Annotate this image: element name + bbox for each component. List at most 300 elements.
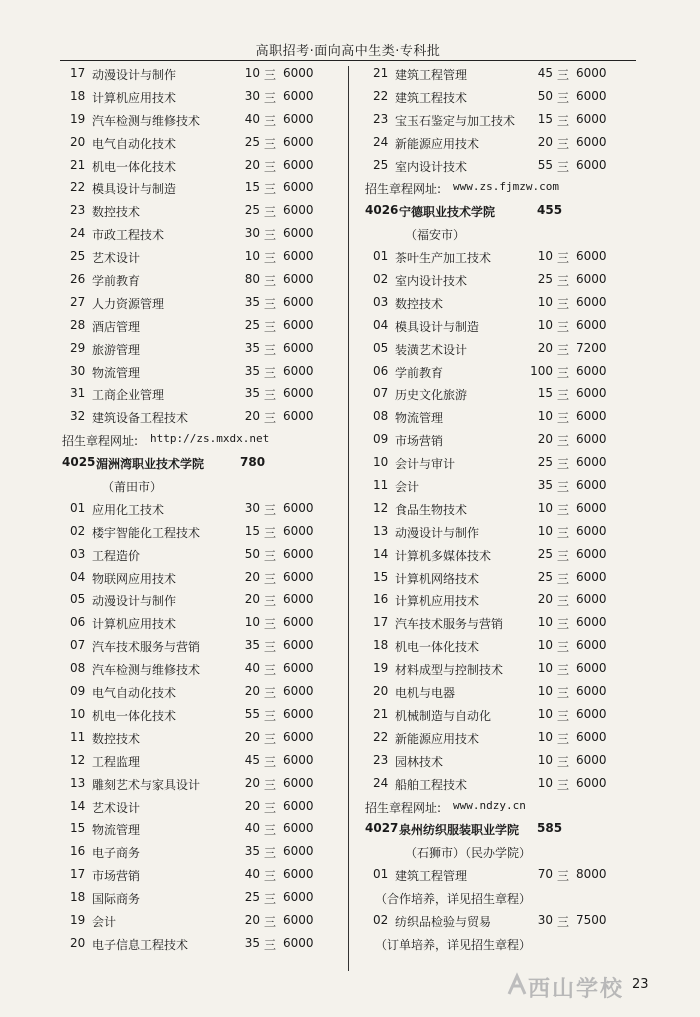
major-code: 09 [373, 432, 389, 447]
study-years: 三 [264, 365, 277, 380]
school-location-row [365, 226, 655, 249]
study-years: 三 [264, 594, 277, 609]
study-years: 三 [557, 731, 570, 746]
study-years: 三 [264, 251, 277, 266]
study-years: 三 [264, 754, 277, 769]
major-name: 建筑工程管理 [395, 68, 468, 82]
tuition-fee: 6000 [576, 729, 607, 744]
tuition-fee: 6000 [283, 661, 314, 676]
major-name: 动漫设计与制作 [92, 68, 177, 82]
major-code: 29 [70, 340, 86, 355]
study-years: 三 [557, 159, 570, 174]
major-code: 17 [70, 867, 86, 882]
school-header-row [365, 203, 655, 226]
enrollment-quota: 10 [537, 294, 553, 309]
tuition-fee: 6000 [576, 249, 607, 264]
major-code: 07 [70, 638, 86, 653]
enrollment-quota: 20 [537, 432, 553, 447]
study-years: 三 [264, 182, 277, 197]
major-row [62, 592, 352, 615]
enrollment-quota: 15 [244, 180, 260, 195]
study-years: 三 [557, 365, 570, 380]
major-row [365, 661, 655, 684]
major-code: 20 [373, 684, 389, 699]
school-code: 4025 [62, 455, 96, 470]
study-years: 三 [557, 411, 570, 426]
major-name: 市政工程技术 [92, 228, 165, 243]
major-row [62, 753, 352, 776]
school-location: （石狮市）（民办学院） [405, 846, 532, 861]
major-code: 21 [373, 66, 389, 80]
study-years: 三 [557, 708, 570, 723]
tuition-fee: 6000 [283, 134, 314, 149]
major-row [365, 66, 655, 89]
tuition-fee: 6000 [283, 409, 314, 424]
major-row [62, 776, 352, 799]
major-code: 02 [373, 272, 389, 287]
enrollment-quota: 25 [537, 455, 553, 470]
major-code: 22 [373, 729, 389, 744]
major-code: 08 [373, 409, 389, 424]
major-code: 19 [70, 111, 86, 126]
major-note: （合作培养，详见招生章程） [375, 892, 532, 907]
major-row [62, 547, 352, 570]
major-name: 国际商务 [92, 892, 141, 907]
enrollment-quota: 15 [244, 523, 260, 538]
enrollment-quota: 25 [537, 546, 553, 561]
major-row [62, 615, 352, 638]
major-name: 机电一体化技术 [92, 159, 177, 174]
enrollment-quota: 25 [244, 317, 260, 332]
major-row [365, 409, 655, 432]
major-code: 03 [70, 546, 86, 561]
major-code: 08 [70, 661, 86, 676]
major-row [365, 89, 655, 112]
major-row [62, 226, 352, 249]
enrollment-quota: 80 [244, 272, 260, 287]
enrollment-quota: 10 [537, 638, 553, 653]
watermark-text: 西山学校 [528, 977, 625, 1002]
tuition-fee: 6000 [576, 272, 607, 287]
tuition-fee: 6000 [283, 523, 314, 538]
major-name: 物联网应用技术 [92, 571, 177, 586]
major-code: 31 [70, 386, 86, 401]
major-name: 酒店管理 [92, 319, 141, 334]
tuition-fee: 6000 [283, 935, 314, 950]
study-years: 三 [557, 388, 570, 403]
study-years: 三 [557, 136, 570, 151]
enrollment-quota: 25 [244, 134, 260, 149]
study-years: 三 [557, 548, 570, 563]
study-years: 三 [264, 388, 277, 403]
major-code: 05 [373, 340, 389, 355]
major-name: 楼宇智能化工程技术 [92, 525, 201, 540]
major-name: 动漫设计与制作 [92, 594, 177, 609]
tuition-fee: 6000 [576, 409, 607, 424]
study-years: 三 [264, 846, 277, 861]
tuition-fee: 6000 [283, 363, 314, 378]
study-years: 三 [557, 434, 570, 449]
tuition-fee: 6000 [283, 569, 314, 584]
major-name: 会计与审计 [395, 457, 456, 472]
major-code: 05 [70, 592, 86, 607]
page-number: 23 [632, 977, 649, 992]
tuition-fee: 7500 [576, 912, 607, 927]
enrollment-quota: 20 [244, 912, 260, 927]
study-years: 三 [264, 663, 277, 678]
website-label: 招生章程网址: [365, 800, 442, 815]
study-years: 三 [264, 342, 277, 357]
school-location: （莆田市） [102, 480, 163, 495]
major-row [365, 913, 655, 936]
school-total-quota: 585 [537, 821, 563, 836]
tuition-fee: 6000 [283, 157, 314, 172]
enrollment-quota: 40 [244, 821, 260, 836]
major-name: 建筑工程技术 [395, 90, 468, 105]
tuition-fee: 6000 [283, 706, 314, 721]
major-row [365, 272, 655, 295]
enrollment-quota: 40 [244, 867, 260, 882]
enrollment-quota: 10 [537, 706, 553, 721]
study-years: 三 [264, 411, 277, 426]
tuition-fee: 6000 [283, 775, 314, 790]
tuition-fee: 6000 [576, 157, 607, 172]
major-name: 数控技术 [92, 205, 141, 220]
major-code: 01 [373, 867, 389, 882]
study-years: 三 [264, 525, 277, 540]
enrollment-quota: 30 [244, 88, 260, 103]
major-row [365, 684, 655, 707]
major-name: 物流管理 [92, 823, 141, 838]
tuition-fee: 6000 [576, 500, 607, 515]
enrollment-quota: 10 [537, 752, 553, 767]
study-years: 三 [264, 319, 277, 334]
major-name: 机电一体化技术 [92, 708, 177, 723]
major-code: 15 [70, 821, 86, 836]
study-years: 三 [264, 617, 277, 632]
tuition-fee: 6000 [283, 912, 314, 927]
major-code: 23 [373, 111, 389, 126]
study-years: 三 [557, 342, 570, 357]
major-name: 茶叶生产加工技术 [395, 251, 492, 266]
major-name: 历史文化旅游 [395, 388, 468, 403]
major-name: 机械制造与自动化 [395, 708, 492, 723]
major-row [62, 730, 352, 753]
tuition-fee: 6000 [576, 638, 607, 653]
school-code: 4026 [365, 203, 399, 218]
school-total-quota: 780 [240, 455, 266, 470]
major-row [365, 478, 655, 501]
tuition-fee: 6000 [576, 775, 607, 790]
major-row [62, 936, 352, 959]
study-years: 三 [264, 136, 277, 151]
tuition-fee: 6000 [283, 294, 314, 309]
enrollment-quota: 10 [537, 249, 553, 264]
enrollment-quota: 10 [537, 317, 553, 332]
major-code: 24 [373, 134, 389, 149]
enrollment-quota: 25 [537, 272, 553, 287]
major-name: 工程造价 [92, 548, 141, 563]
enrollment-quota: 30 [244, 226, 260, 241]
major-name: 宝玉石鉴定与加工技术 [395, 113, 516, 128]
tuition-fee: 6000 [576, 752, 607, 767]
tuition-fee: 6000 [283, 88, 314, 103]
right-column [365, 66, 655, 959]
major-name: 建筑设备工程技术 [92, 411, 189, 426]
major-name: 建筑工程管理 [395, 869, 468, 884]
enrollment-quota: 10 [537, 684, 553, 699]
website-url: www.zs.fjmzw.com [453, 180, 559, 194]
school-name: 泉州纺织服装职业学院 [399, 823, 520, 838]
major-name: 旅游管理 [92, 342, 141, 357]
study-years: 三 [264, 113, 277, 128]
major-code: 24 [70, 226, 86, 241]
enrollment-quota: 10 [537, 523, 553, 538]
major-name: 室内设计技术 [395, 159, 468, 174]
major-row [62, 180, 352, 203]
school-header-row [62, 455, 352, 478]
major-row [62, 249, 352, 272]
study-years: 三 [557, 594, 570, 609]
major-name: 新能源应用技术 [395, 136, 480, 151]
enrollment-quota: 20 [537, 592, 553, 607]
major-note-row [365, 890, 655, 913]
enrollment-quota: 20 [244, 157, 260, 172]
major-code: 12 [373, 500, 389, 515]
school-header-row [365, 821, 655, 844]
enrollment-quota: 35 [244, 340, 260, 355]
major-code: 27 [70, 294, 86, 309]
enrollment-quota: 10 [537, 661, 553, 676]
major-name: 计算机应用技术 [92, 617, 177, 632]
tuition-fee: 6000 [576, 88, 607, 103]
study-years: 三 [264, 914, 277, 929]
major-row [62, 570, 352, 593]
major-row [365, 249, 655, 272]
tuition-fee: 6000 [283, 500, 314, 515]
tuition-fee: 7200 [576, 340, 607, 355]
major-code: 19 [70, 912, 86, 927]
major-row [365, 638, 655, 661]
major-code: 23 [373, 752, 389, 767]
study-years: 三 [557, 68, 570, 82]
study-years: 三 [264, 548, 277, 563]
study-years: 三 [264, 274, 277, 289]
study-years: 三 [557, 480, 570, 495]
major-row [62, 341, 352, 364]
major-row [62, 295, 352, 318]
major-code: 14 [373, 546, 389, 561]
study-years: 三 [557, 754, 570, 769]
enrollment-quota: 30 [244, 500, 260, 515]
major-row [62, 66, 352, 89]
admission-website-row [365, 799, 655, 822]
study-years: 三 [264, 823, 277, 838]
school-code: 4027 [365, 821, 399, 836]
major-row [62, 112, 352, 135]
study-years: 三 [557, 274, 570, 289]
major-code: 20 [70, 134, 86, 149]
major-name: 数控技术 [92, 731, 141, 746]
major-code: 11 [70, 729, 86, 744]
tuition-fee: 6000 [283, 752, 314, 767]
major-row [365, 135, 655, 158]
enrollment-quota: 20 [244, 775, 260, 790]
major-row [62, 707, 352, 730]
tuition-fee: 6000 [576, 569, 607, 584]
school-location-row [62, 478, 352, 501]
study-years: 三 [557, 663, 570, 678]
tuition-fee: 6000 [283, 249, 314, 264]
major-row [62, 158, 352, 181]
tuition-fee: 6000 [576, 478, 607, 493]
major-code: 28 [70, 317, 86, 332]
enrollment-quota: 35 [537, 478, 553, 493]
tuition-fee: 6000 [283, 272, 314, 287]
enrollment-quota: 10 [537, 729, 553, 744]
tuition-fee: 6000 [283, 729, 314, 744]
major-name: 计算机应用技术 [395, 594, 480, 609]
major-row [62, 318, 352, 341]
major-row [62, 386, 352, 409]
major-name: 艺术设计 [92, 251, 141, 266]
major-code: 06 [70, 615, 86, 630]
major-code: 32 [70, 409, 86, 424]
major-row [365, 318, 655, 341]
enrollment-quota: 10 [244, 615, 260, 630]
tuition-fee: 6000 [576, 134, 607, 149]
enrollment-quota: 55 [537, 157, 553, 172]
major-code: 24 [373, 775, 389, 790]
major-code: 10 [70, 706, 86, 721]
major-name: 会计 [92, 914, 117, 929]
enrollment-quota: 50 [537, 88, 553, 103]
major-row [365, 455, 655, 478]
study-years: 三 [264, 869, 277, 884]
admission-website-row [365, 180, 655, 203]
study-years: 三 [557, 296, 570, 311]
major-code: 16 [373, 592, 389, 607]
major-name: 电子信息工程技术 [92, 937, 189, 952]
major-name: 会计 [395, 480, 420, 495]
major-row [365, 570, 655, 593]
study-years: 三 [264, 731, 277, 746]
tuition-fee: 6000 [576, 317, 607, 332]
major-name: 电子商务 [92, 846, 141, 861]
study-years: 三 [557, 525, 570, 540]
major-name: 艺术设计 [92, 800, 141, 815]
website-label: 招生章程网址: [62, 434, 139, 449]
study-years: 三 [264, 640, 277, 655]
school-name: 宁德职业技术学院 [399, 205, 496, 220]
major-code: 25 [70, 249, 86, 264]
major-row [365, 112, 655, 135]
website-label: 招生章程网址: [365, 182, 442, 197]
enrollment-quota: 70 [537, 867, 553, 882]
study-years: 三 [264, 800, 277, 815]
tuition-fee: 6000 [576, 684, 607, 699]
major-name: 工程监理 [92, 754, 141, 769]
tuition-fee: 8000 [576, 867, 607, 882]
major-code: 25 [373, 157, 389, 172]
major-code: 06 [373, 363, 389, 378]
major-name: 食品生物技术 [395, 502, 468, 517]
major-row [365, 867, 655, 890]
tuition-fee: 6000 [283, 592, 314, 607]
major-row [365, 432, 655, 455]
major-code: 17 [373, 615, 389, 630]
enrollment-quota: 35 [244, 638, 260, 653]
tuition-fee: 6000 [283, 340, 314, 355]
study-years: 三 [264, 777, 277, 792]
tuition-fee: 6000 [283, 546, 314, 561]
tuition-fee: 6000 [283, 317, 314, 332]
enrollment-quota: 15 [537, 111, 553, 126]
major-code: 04 [70, 569, 86, 584]
enrollment-quota: 10 [537, 615, 553, 630]
enrollment-quota: 35 [244, 363, 260, 378]
major-row [62, 272, 352, 295]
study-years: 三 [264, 228, 277, 243]
study-years: 三 [557, 914, 570, 929]
study-years: 三 [264, 68, 277, 82]
major-row [365, 615, 655, 638]
major-code: 01 [373, 249, 389, 264]
tuition-fee: 6000 [283, 203, 314, 218]
school-total-quota: 455 [537, 203, 563, 218]
major-code: 02 [70, 523, 86, 538]
watermark-logo-icon [506, 972, 528, 998]
major-name: 数控技术 [395, 296, 444, 311]
website-url: www.ndzy.cn [453, 798, 526, 812]
tuition-fee: 6000 [576, 111, 607, 126]
major-row [62, 524, 352, 547]
major-row [62, 913, 352, 936]
study-years: 三 [557, 319, 570, 334]
study-years: 三 [264, 708, 277, 723]
major-code: 18 [70, 890, 86, 905]
enrollment-quota: 10 [537, 500, 553, 515]
major-code: 19 [373, 661, 389, 676]
study-years: 三 [264, 571, 277, 586]
major-row [365, 524, 655, 547]
tuition-fee: 6000 [283, 226, 314, 241]
enrollment-quota: 20 [244, 592, 260, 607]
major-name: 计算机应用技术 [92, 90, 177, 105]
major-name: 汽车技术服务与营销 [395, 617, 504, 632]
major-name: 园林技术 [395, 754, 444, 769]
major-name: 室内设计技术 [395, 274, 468, 289]
tuition-fee: 6000 [576, 294, 607, 309]
major-code: 22 [373, 88, 389, 103]
major-code: 16 [70, 844, 86, 859]
major-row [365, 295, 655, 318]
study-years: 三 [264, 892, 277, 907]
major-code: 22 [70, 180, 86, 195]
enrollment-quota: 10 [537, 409, 553, 424]
major-note-row [365, 936, 655, 959]
major-name: 模具设计与制造 [395, 319, 480, 334]
enrollment-quota: 40 [244, 661, 260, 676]
major-row [62, 844, 352, 867]
major-row [62, 364, 352, 387]
left-column [62, 66, 352, 959]
major-row [365, 501, 655, 524]
major-code: 04 [373, 317, 389, 332]
major-row [62, 890, 352, 913]
enrollment-quota: 25 [537, 569, 553, 584]
major-row [365, 547, 655, 570]
